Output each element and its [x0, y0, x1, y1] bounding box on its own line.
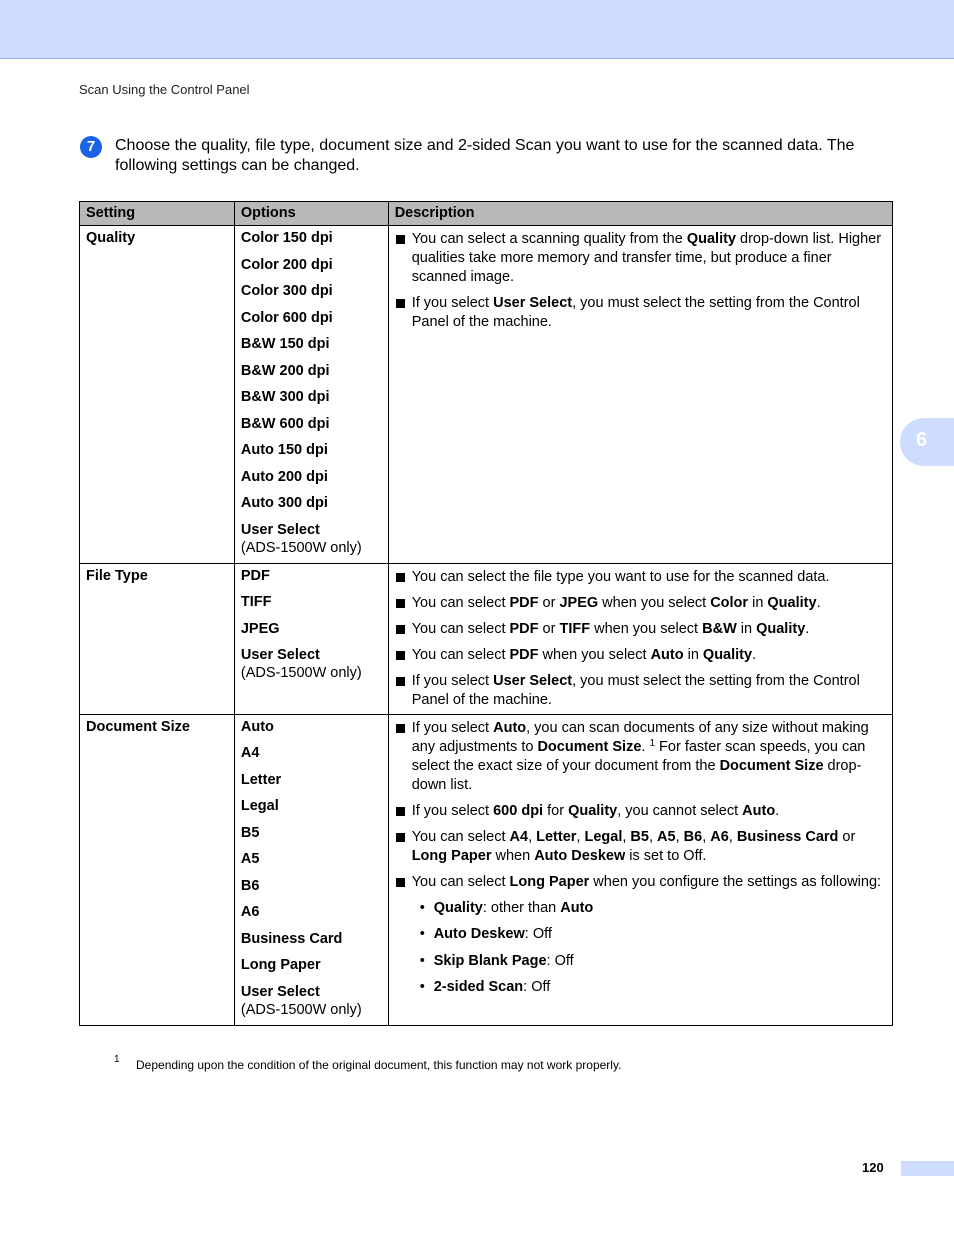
option-label: User Select	[240, 521, 320, 538]
option-note: (ADS-1500W only)	[240, 1001, 362, 1018]
bold-term: Long Paper	[509, 873, 590, 890]
description-item	[395, 802, 886, 821]
bold-term: Document Size	[537, 738, 642, 755]
description-cell	[388, 226, 892, 564]
text-run: or	[538, 620, 560, 637]
text-run: for	[543, 802, 569, 819]
option-item	[241, 851, 382, 868]
options-cell	[234, 226, 388, 564]
option-item	[241, 442, 382, 459]
text-run: in	[736, 620, 757, 637]
option-item	[241, 772, 382, 789]
text-run: , you must select the setting from the Control Panel of the machine.	[411, 295, 860, 330]
text-run: You can select	[411, 873, 510, 890]
option-item	[241, 283, 382, 300]
text-run: : Off	[546, 952, 574, 969]
option-item	[241, 336, 382, 353]
option-label: B5	[240, 824, 260, 841]
bold-term: B6	[683, 828, 703, 845]
option-item	[241, 931, 382, 948]
bold-term: Quality	[702, 646, 753, 663]
sub-list	[412, 899, 886, 998]
sub-item	[412, 952, 886, 971]
option-item	[241, 568, 382, 585]
text-run: when you configure the settings as following:	[589, 873, 882, 890]
description-list	[395, 719, 886, 998]
bold-term: Auto Deskew	[534, 847, 626, 864]
option-label: TIFF	[240, 594, 272, 610]
text-run: when	[491, 847, 535, 864]
option-label: B&W 300 dpi	[240, 389, 330, 405]
bold-term: Auto	[560, 899, 594, 916]
setting-cell: File Type	[80, 563, 235, 714]
option-item	[241, 416, 382, 433]
text-run: in	[683, 646, 703, 663]
option-label: A4	[240, 745, 260, 761]
page-number: 120	[862, 1160, 884, 1175]
option-label: PDF	[240, 567, 270, 584]
text-run: , you can scan documents of any size without making any adjustments to	[411, 719, 869, 755]
text-run: drop-down list.	[411, 757, 862, 793]
option-label: User Select	[240, 647, 320, 663]
option-label: Auto	[240, 718, 274, 735]
option-item	[241, 984, 382, 1020]
option-item	[241, 878, 382, 895]
description-list	[395, 568, 886, 710]
text-run: ,	[528, 828, 537, 845]
option-item	[241, 719, 382, 736]
description-item	[395, 828, 886, 866]
text-run: ,	[622, 828, 631, 845]
option-label: A6	[240, 904, 260, 920]
sub-item	[412, 925, 886, 944]
bold-term: Document Size	[719, 757, 824, 774]
option-item	[241, 389, 382, 406]
bold-term: Skip Blank Page	[433, 952, 547, 969]
option-label: Auto 300 dpi	[240, 495, 328, 511]
column-header-setting: Setting	[80, 202, 235, 226]
option-item	[241, 621, 382, 638]
bold-term: A4	[509, 828, 529, 845]
text-run: .	[641, 738, 650, 755]
text-run: ,	[576, 828, 585, 845]
bold-term: Quality	[686, 231, 736, 247]
bold-term: Quality	[767, 594, 817, 611]
settings-table	[79, 201, 893, 1026]
column-header-description: Description	[388, 202, 892, 226]
bold-term: A6	[710, 828, 729, 845]
text-run: is set to Off.	[625, 847, 707, 864]
text-run: If you select	[411, 295, 494, 311]
footnote-text: Depending upon the condition of the original document, this function may not work properly.	[136, 1058, 622, 1072]
option-item	[241, 522, 382, 558]
bold-term: User Select	[493, 295, 573, 311]
option-item	[241, 825, 382, 842]
table-row	[80, 226, 893, 564]
footnote-mark: 1	[114, 1054, 120, 1065]
text-run: ,	[648, 828, 658, 845]
text-run: when you select	[538, 646, 651, 663]
bold-term: 2-sided Scan	[433, 979, 524, 995]
table-header-row	[80, 202, 893, 226]
text-run: ,	[675, 828, 684, 845]
option-label: Color 150 dpi	[240, 230, 333, 246]
option-item	[241, 257, 382, 274]
option-label: Legal	[240, 798, 279, 814]
bold-term: B5	[630, 828, 649, 845]
option-label: Color 200 dpi	[240, 256, 333, 273]
text-run: in	[748, 594, 768, 611]
description-item	[395, 620, 886, 639]
text-run: You can select a scanning quality from the	[411, 231, 687, 247]
option-label: Letter	[240, 771, 282, 788]
options-cell	[234, 714, 388, 1025]
text-run: You can select	[411, 646, 510, 663]
option-label: Auto 200 dpi	[240, 468, 328, 485]
chapter-tab	[900, 418, 954, 466]
text-run: : Off	[524, 926, 552, 942]
option-label: Long Paper	[240, 957, 321, 973]
description-item	[395, 873, 886, 998]
text-run: .	[775, 802, 780, 819]
text-run: .	[805, 620, 810, 637]
footnote-ref: 1	[649, 737, 656, 749]
text-run: , you must select the setting from the Control Panel of the machine.	[411, 672, 860, 708]
bold-term: User Select	[493, 672, 573, 689]
option-label: Color 600 dpi	[240, 309, 333, 326]
bold-term: Quality	[568, 802, 618, 819]
description-cell	[388, 714, 892, 1025]
table-row	[80, 714, 893, 1025]
text-run: when you select	[598, 594, 711, 611]
running-header: Scan Using the Control Panel	[79, 82, 250, 97]
step-number-badge: 7	[80, 136, 102, 158]
text-run: ,	[728, 828, 737, 845]
option-note: (ADS-1500W only)	[240, 539, 362, 556]
text-run: .	[752, 646, 757, 663]
option-label: Auto 150 dpi	[240, 442, 328, 458]
option-label: User Select	[240, 983, 320, 1000]
step-text: Choose the quality, file type, document size and 2-sided Scan you want to use for the scanned data. The following settings can be changed.	[115, 137, 855, 174]
bold-term: Auto	[650, 646, 684, 663]
description-item	[395, 646, 886, 665]
option-item	[241, 798, 382, 815]
bold-term: JPEG	[559, 594, 599, 611]
bold-term: B&W	[702, 620, 737, 637]
text-run: .	[816, 594, 821, 611]
bold-term: 600 dpi	[493, 802, 544, 819]
description-item	[395, 594, 886, 613]
option-item	[241, 310, 382, 327]
option-item	[241, 745, 382, 762]
option-label: B&W 150 dpi	[240, 336, 330, 352]
text-run: ,	[702, 828, 711, 845]
text-run: If you select	[411, 672, 494, 689]
option-label: JPEG	[240, 620, 280, 637]
option-label: A5	[240, 851, 260, 867]
text-run: You can select	[411, 594, 510, 611]
option-label: Business Card	[240, 930, 343, 947]
option-label: Color 300 dpi	[240, 283, 333, 299]
bold-term: Auto Deskew	[433, 926, 525, 942]
option-label: B&W 600 dpi	[240, 415, 330, 432]
text-run: : Off	[523, 979, 551, 995]
bold-term: PDF	[509, 620, 539, 637]
bold-term: Business Card	[736, 828, 839, 845]
text-run: You can select	[411, 620, 510, 637]
bold-term: Quality	[433, 899, 483, 916]
option-item	[241, 904, 382, 921]
table-body	[80, 226, 893, 1026]
bold-term: Auto	[493, 719, 527, 736]
setting-cell: Quality	[80, 226, 235, 564]
bold-term: TIFF	[559, 620, 591, 637]
option-item	[241, 363, 382, 380]
option-item	[241, 957, 382, 974]
options-cell	[234, 563, 388, 714]
description-item	[395, 230, 886, 287]
text-run: or	[838, 828, 856, 845]
description-item	[395, 294, 886, 332]
text-run: when you select	[590, 620, 703, 637]
option-item	[241, 469, 382, 486]
text-run: You can select the file type you want to use for the scanned data.	[411, 568, 830, 585]
description-item	[395, 672, 886, 710]
bold-term: Letter	[536, 828, 577, 845]
option-item	[241, 647, 382, 683]
bold-term: Color	[710, 594, 749, 611]
sub-item	[412, 899, 886, 918]
bold-term: A5	[657, 828, 676, 845]
text-run: : other than	[482, 899, 561, 916]
bold-term: Quality	[756, 620, 806, 637]
text-run: , you cannot select	[617, 802, 743, 819]
description-cell	[388, 563, 892, 714]
option-item	[241, 230, 382, 247]
bold-term: Legal	[584, 828, 623, 845]
option-label: B6	[240, 877, 260, 894]
text-run: If you select	[411, 719, 494, 736]
text-run: drop-down list. Higher qualities take more memory and transfer time, but produce a finer scanned image.	[411, 231, 882, 285]
top-banner	[0, 0, 954, 59]
option-note: (ADS-1500W only)	[240, 665, 362, 681]
text-run: If you select	[411, 802, 494, 819]
description-item	[395, 568, 886, 587]
text-run: or	[538, 594, 560, 611]
option-item	[241, 594, 382, 611]
column-header-options: Options	[234, 202, 388, 226]
chapter-number: 6	[916, 429, 928, 451]
page-number-bar	[901, 1161, 954, 1176]
setting-cell: Document Size	[80, 714, 235, 1025]
text-run: For faster scan speeds, you can select the exact size of your document from the	[411, 738, 866, 774]
text-run: You can select	[411, 828, 510, 845]
bold-term: PDF	[509, 646, 539, 663]
bold-term: Auto	[742, 802, 776, 819]
description-item	[395, 719, 886, 795]
option-item	[241, 495, 382, 512]
description-list	[395, 230, 886, 332]
table-row	[80, 563, 893, 714]
option-label: B&W 200 dpi	[240, 362, 330, 379]
sub-item	[412, 978, 886, 997]
bold-term: PDF	[509, 594, 539, 611]
bold-term: Long Paper	[411, 847, 492, 864]
